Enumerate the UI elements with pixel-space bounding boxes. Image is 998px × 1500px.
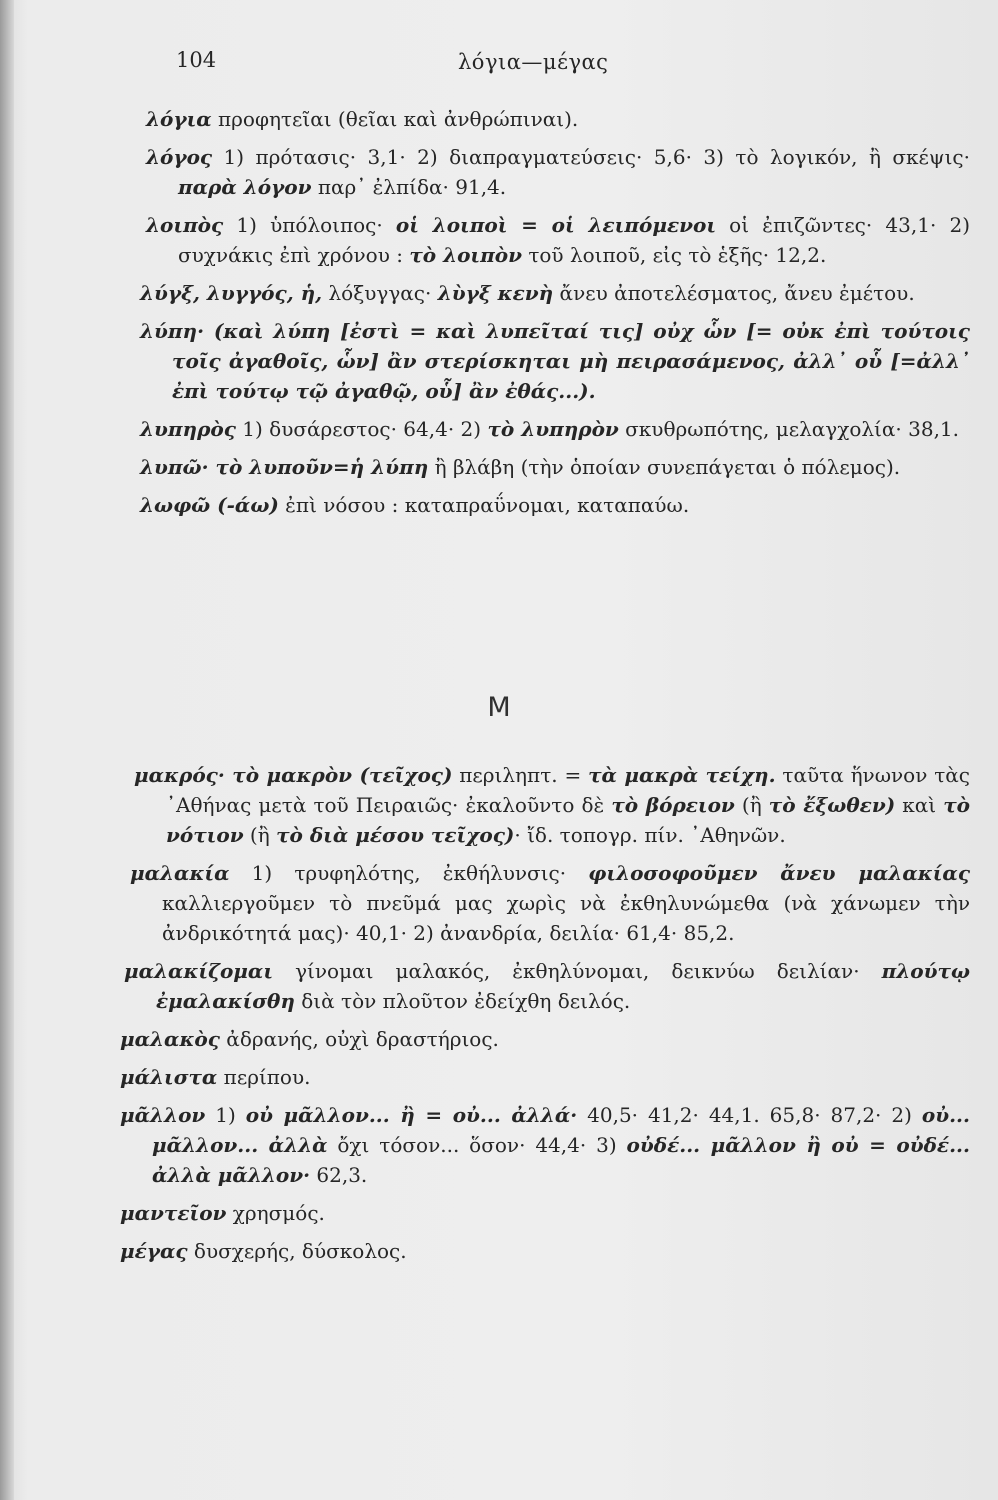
entry-lemma: μάλιστα bbox=[120, 1065, 218, 1089]
entry-phrase: τὸ βόρειον bbox=[611, 793, 735, 817]
dictionary-entries-l bbox=[120, 104, 970, 528]
entry-lygx bbox=[140, 278, 970, 308]
entry-definition: χρησμός. bbox=[226, 1201, 325, 1225]
entry-malakos bbox=[120, 1024, 970, 1054]
entry-definition: δυσχερής, δύσκολος. bbox=[187, 1239, 407, 1263]
entry-phrase: λὺγξ κενὴ bbox=[437, 281, 554, 305]
entry-lype bbox=[140, 316, 970, 406]
entry-definition: λόξυγγας· bbox=[322, 281, 438, 305]
entry-phrase: φιλοσοφοῦμεν ἄνευ μαλακίας bbox=[588, 861, 971, 885]
entry-definition: ὄχι τόσον... ὅσον· 44,4· 3) bbox=[327, 1133, 627, 1157]
entry-lemma: λύγξ, λυγγός, ἡ, bbox=[140, 281, 323, 305]
entry-definition: παρ᾽ ἐλπίδα· 91,4. bbox=[311, 175, 507, 199]
entry-definition: 1) πρότασις· 3,1· 2) διαπραγματεύσεις· 5,6· 3) τὸ λογικόν, ἢ σκέψις· bbox=[212, 145, 970, 169]
entry-lypo bbox=[140, 452, 970, 482]
entry-definition: 1) bbox=[205, 1103, 246, 1127]
entry-phrase: οἱ λοιποὶ = οἱ λειπόμενοι bbox=[395, 213, 717, 237]
entry-lopho bbox=[140, 490, 970, 520]
entry-definition: περιληπτ. = bbox=[452, 763, 589, 787]
entry-definition: γίνομαι μαλακός, ἐκθηλύνομαι, δεικνύω δειλίαν· bbox=[273, 959, 882, 983]
entry-definition: ἀδρανής, οὐχὶ δραστήριος. bbox=[219, 1027, 499, 1051]
entry-lemma: λωφῶ (-άω) bbox=[140, 493, 279, 517]
entry-definition: 1) ὑπόλοιπος· bbox=[223, 213, 396, 237]
entry-phrase: οὐ... μᾶλλον... ἀλλὰ bbox=[152, 1103, 970, 1157]
entry-phrase: τὸ λυπηρὸν bbox=[487, 417, 619, 441]
entry-megas bbox=[120, 1236, 970, 1266]
entry-definition: ἢ βλάβη (τὴν ὁποίαν συνεπάγεται ὁ πόλεμος). bbox=[428, 455, 901, 479]
entry-definition: διὰ τὸν πλοῦτον ἐδείχθη δειλός. bbox=[294, 989, 631, 1013]
entry-definition: (ἢ bbox=[243, 823, 277, 847]
entry-definition: ἐπὶ νόσου : καταπραΰνομαι, καταπαύω. bbox=[278, 493, 690, 517]
entry-definition: 62,3. bbox=[310, 1163, 368, 1187]
entry-lemma: μαντεῖον bbox=[120, 1201, 227, 1225]
entry-lemma: λύπη· (καὶ λύπη [ἐστὶ = καὶ λυπεῖταί τις] οὐχ ὧν [= οὐκ ἐπὶ τούτοις τοῖς ἀγαθοῖς, ὧν] ἂν στερίσκηται μὴ πειρασάμενος, ἀλλ᾽ οὗ [=ἀλλ᾽ ἐπὶ τούτῳ τῷ ἀγαθῷ, οὗ] ἂν ἐθάς...). bbox=[140, 319, 970, 403]
entry-definition: 40,5· 41,2· 44,1. 65,8· 87,2· 2) bbox=[577, 1103, 922, 1127]
entry-makros bbox=[134, 760, 970, 850]
entry-phrase: οὐ μᾶλλον... ἢ = οὐ... ἀλλά· bbox=[245, 1103, 578, 1127]
entry-lemma: λόγος bbox=[146, 145, 213, 169]
entry-lemma: μακρός· τὸ μακρὸν (τεῖχος) bbox=[134, 763, 453, 787]
entry-lemma: λυπῶ· τὸ λυποῦν=ἡ λύπη bbox=[140, 455, 429, 479]
entry-phrase: τὸ διὰ μέσου τεῖχος) bbox=[276, 823, 515, 847]
entry-definition: (ἢ bbox=[734, 793, 769, 817]
running-head: λόγια—μέγας bbox=[458, 50, 609, 74]
entry-definition: καὶ bbox=[895, 793, 944, 817]
section-letter-heading: Μ bbox=[487, 692, 511, 723]
entry-definition: 1) δυσάρεστος· 64,4· 2) bbox=[235, 417, 488, 441]
entry-lemma: λυπηρὸς bbox=[140, 417, 236, 441]
entry-lemma: μαλακίζομαι bbox=[124, 959, 274, 983]
page-binding-shadow bbox=[0, 0, 14, 1500]
entry-definition: 1) τρυφηλότης, ἐκθήλυνσις· bbox=[229, 861, 589, 885]
entry-lemma: μᾶλλον bbox=[120, 1103, 206, 1127]
entry-phrase: πλούτῳ ἐμαλακίσθη bbox=[156, 959, 970, 1013]
entry-lemma: μέγας bbox=[120, 1239, 188, 1263]
entry-definition: σκυθρωπότης, μελαγχολία· 38,1. bbox=[618, 417, 960, 441]
entry-phrase: τὰ μακρὰ τείχη. bbox=[588, 763, 776, 787]
entry-definition: καλλιεργοῦμεν τὸ πνεῦμά μας χωρὶς νὰ ἐκθηλυνώμεθα (νὰ χάνωμεν τὴν ἀνδρικότητά μας)· 40,1· 2) ἀνανδρία, δειλία· 61,4· 85,2. bbox=[162, 891, 970, 945]
entry-malakizomai bbox=[124, 956, 970, 1016]
entry-mallon bbox=[120, 1100, 970, 1190]
entry-definition: περίπου. bbox=[217, 1065, 311, 1089]
entry-logia bbox=[146, 104, 970, 134]
entry-malista bbox=[120, 1062, 970, 1092]
entry-malakia bbox=[130, 858, 970, 948]
page-number: 104 bbox=[176, 48, 217, 72]
page-header bbox=[168, 44, 948, 78]
dictionary-entries-m bbox=[120, 760, 970, 1274]
entry-loipos bbox=[146, 210, 970, 270]
entry-lemma: λόγια bbox=[146, 107, 212, 131]
entry-manteion bbox=[120, 1198, 970, 1228]
entry-lemma: μαλακία bbox=[130, 861, 230, 885]
entry-definition: οἱ ἐπιζῶντες· 43,1· 2) συχνάκις ἐπὶ χρόνου : bbox=[178, 213, 970, 267]
entry-phrase: τὸ ἔξωθεν) bbox=[768, 793, 896, 817]
entry-logos bbox=[146, 142, 970, 202]
entry-phrase: τὸ νότιον bbox=[166, 793, 970, 847]
entry-lyperos bbox=[140, 414, 970, 444]
entry-phrase: τὸ λοιπὸν bbox=[409, 243, 522, 267]
entry-definition: · ἴδ. τοπογρ. πίν. ᾿Αθηνῶν. bbox=[514, 823, 786, 847]
entry-definition: τοῦ λοιποῦ, εἰς τὸ ἑξῆς· 12,2. bbox=[521, 243, 827, 267]
entry-lemma: λοιπὸς bbox=[146, 213, 224, 237]
entry-lemma: μαλακὸς bbox=[120, 1027, 220, 1051]
entry-definition: προφητεῖαι (θεῖαι καὶ ἀνθρώπιναι). bbox=[211, 107, 579, 131]
entry-phrase: παρὰ λόγον bbox=[178, 175, 312, 199]
entry-phrase: οὐδέ... μᾶλλον ἢ οὐ = οὐδέ... ἀλλὰ μᾶλλον· bbox=[152, 1133, 970, 1187]
entry-definition: ταῦτα ἥνωνον τὰς ᾿Αθήνας μετὰ τοῦ Πειραιῶς· ἐκαλοῦντο δὲ bbox=[166, 763, 971, 817]
entry-definition: ἄνευ ἀποτελέσματος, ἄνευ ἐμέτου. bbox=[553, 281, 915, 305]
